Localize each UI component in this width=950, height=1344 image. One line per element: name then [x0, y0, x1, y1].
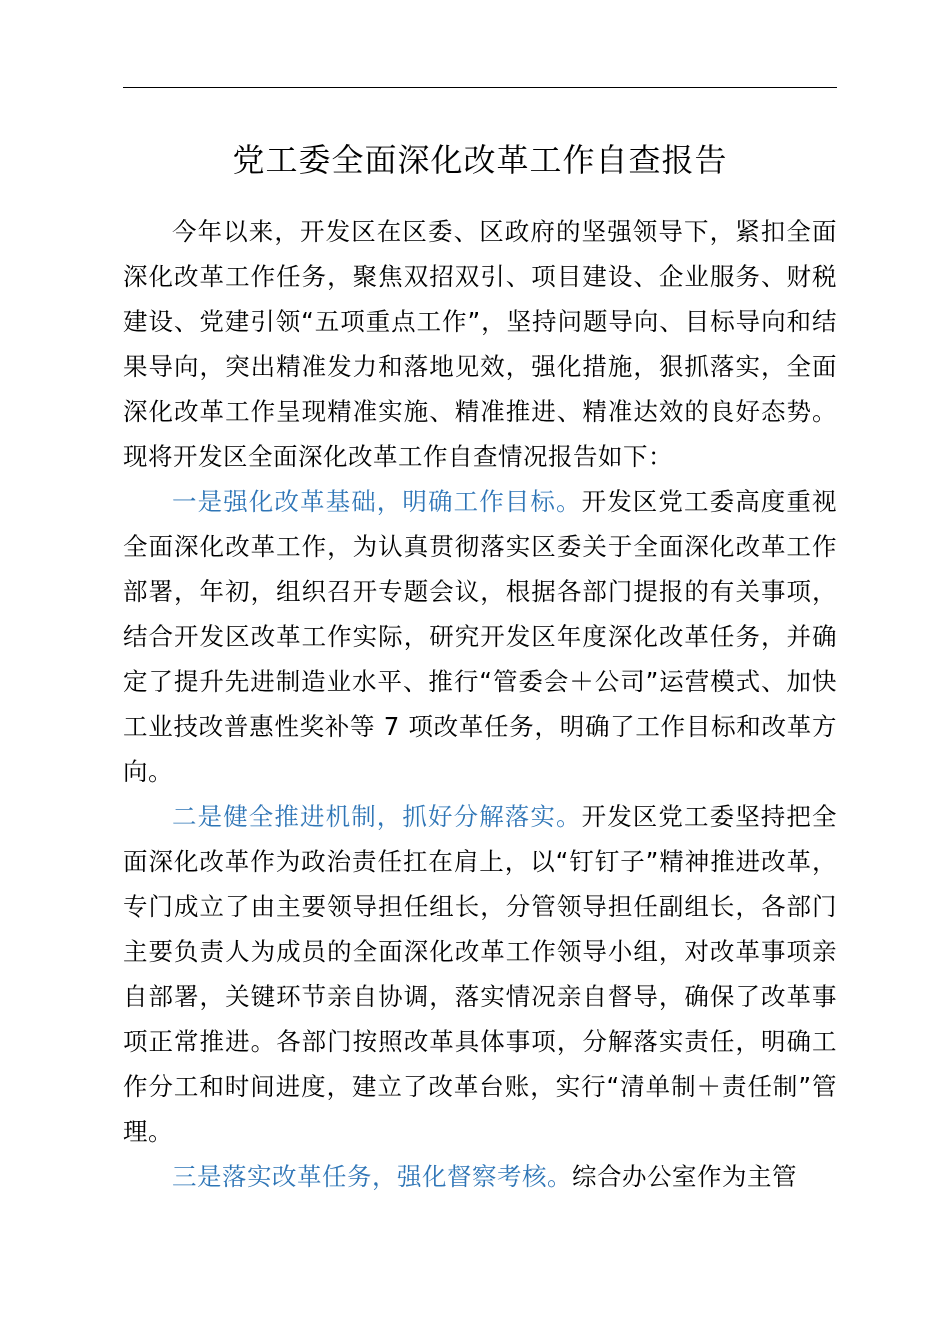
- paragraph-lead: 二是健全推进机制，抓好分解落实。: [172, 802, 582, 831]
- document-title: 党工委全面深化改革工作自查报告: [232, 141, 728, 179]
- paragraph-text: 今年以来，开发区在区委、区政府的坚强领导下，紧扣全面深化改革工作任务，聚焦双招双引、项目建设、企业服务、财税建设、党建引领“五项重点工作”，坚持问题导向、目标导向和结果导向，突出精准发力和落地见效，强化措施，狠抓落实，全面深化改革工作呈现精准实施、精准推进、精准达效的良好态势。现将开发区全面深化改革工作自查情况报告如下：: [123, 217, 837, 471]
- paragraph-text: 综合办公室作为主管: [572, 1162, 797, 1191]
- paragraph-point-3: [123, 1154, 837, 1199]
- paragraph-lead: 三是落实改革任务，强化督察考核。: [172, 1162, 572, 1191]
- paragraph-point-2: [123, 794, 837, 1154]
- paragraph-text: 开发区党工委高度重视全面深化改革工作，为认真贯彻落实区委关于全面深化改革工作部署，年初，组织召开专题会议，根据各部门提报的有关事项，结合开发区改革工作实际，研究开发区年度深化改革任务，并确定了提升先进制造业水平、推行“管委会＋公司”运营模式、加快工业技改普惠性奖补等 7 项改革任务，明确了工作目标和改革方向。: [123, 487, 838, 786]
- document-body: [123, 209, 837, 1199]
- paragraph-text: 开发区党工委坚持把全面深化改革作为政治责任扛在肩上，以“钉钉子”精神推进改革，专门成立了由主要领导担任组长，分管领导担任副组长，各部门主要负责人为成员的全面深化改革工作领导小组，对改革事项亲自部署，关键环节亲自协调，落实情况亲自督导，确保了改革事项正常推进。各部门按照改革具体事项，分解落实责任，明确工作分工和时间进度，建立了改革台账，实行“清单制＋责任制”管理。: [123, 802, 838, 1146]
- paragraph-lead: 一是强化改革基础，明确工作目标。: [172, 487, 582, 516]
- header-rule: [123, 87, 837, 88]
- paragraph-point-1: [123, 479, 837, 794]
- paragraph-intro: [123, 209, 837, 479]
